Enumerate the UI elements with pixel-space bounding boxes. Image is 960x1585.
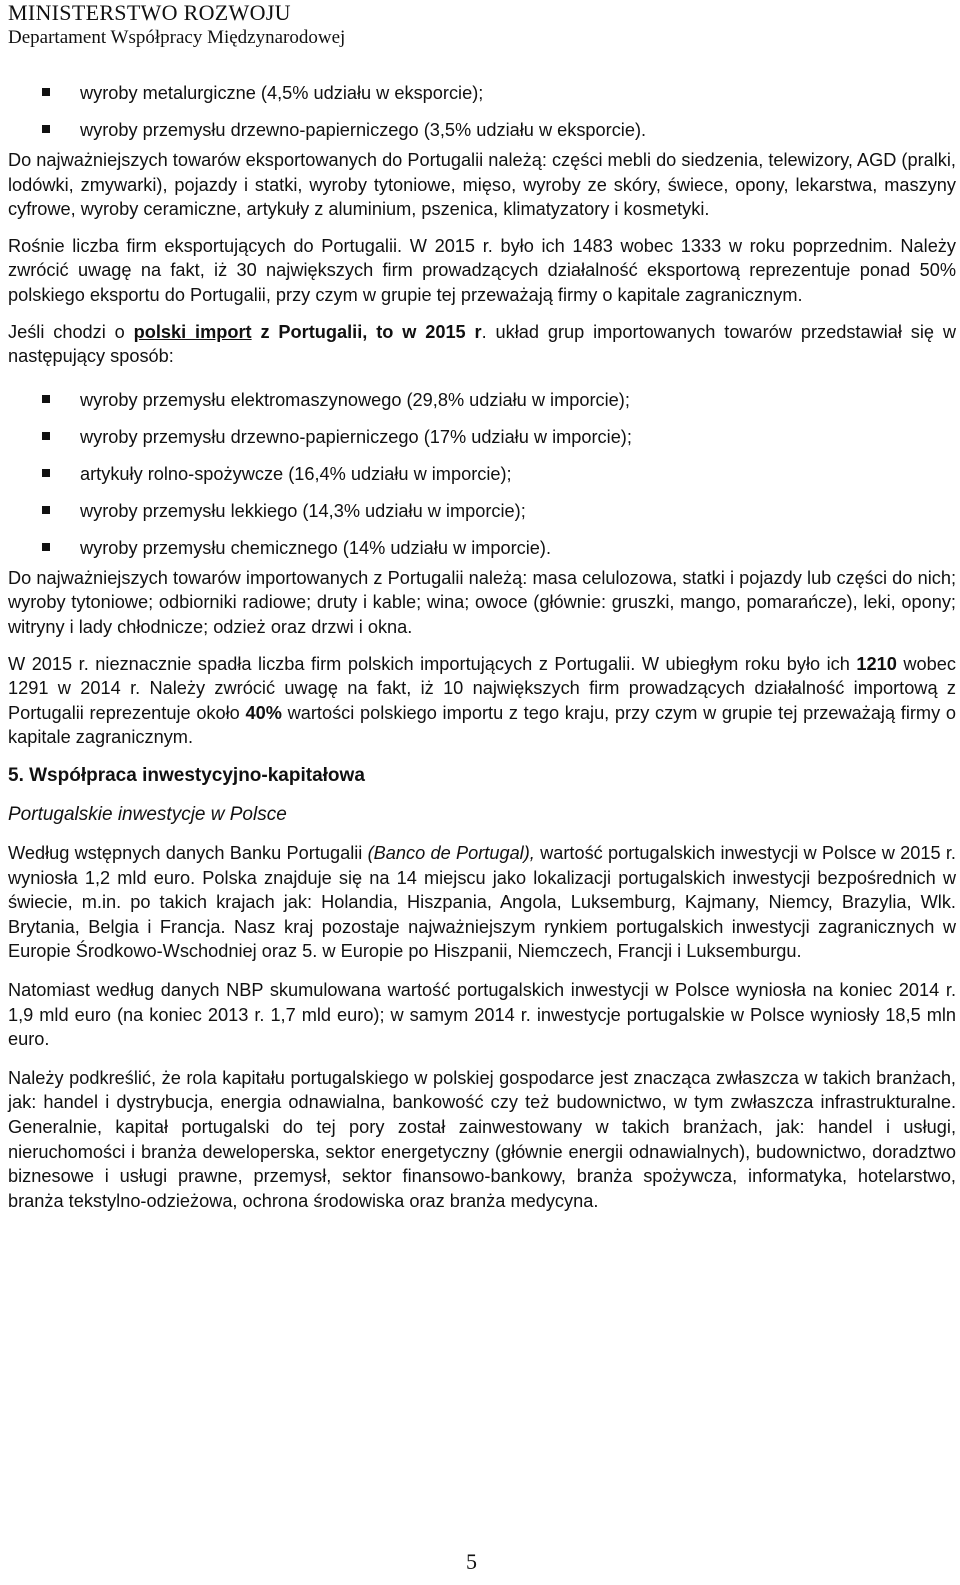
bullet-square-icon bbox=[42, 506, 50, 514]
list-item: wyroby przemysłu chemicznego (14% udziału w imporcie). bbox=[8, 535, 956, 561]
polski-import-emphasis: polski import bbox=[133, 321, 252, 342]
page-number: 5 bbox=[466, 1549, 477, 1574]
paragraph-exporters: Rośnie liczba firm eksportujących do Portugalii. W 2015 r. było ich 1483 wobec 1333 w roku poprzednim. Należy zwrócić uwagę na fakt, iż 30 największych firm prowadzących działalność eksportową reprezentuje ponad 50% polskiego eksportu do Portugalii, przy czym w grupie tej przeważają firmy o kapitale zagranicznym. bbox=[8, 235, 956, 305]
list-item: artykuły rolno-spożywcze (16,4% udziału w imporcie); bbox=[8, 461, 956, 487]
bullet-square-icon bbox=[42, 125, 50, 133]
ministry-name: MINISTERSTWO ROZWOJU bbox=[8, 0, 291, 25]
list-item: wyroby przemysłu elektromaszynowego (29,8% udziału w imporcie); bbox=[8, 387, 956, 413]
paragraph-investments-3: Należy podkreślić, że rola kapitału portugalskiego w polskiej gospodarce jest znacząca zwłaszcza w takich branżach, jak: handel i dystrybucja, energia odnawialna, bankowość czy też budownictwo, w tym zwłaszcza infrastrukturalne. Generalnie, kapitał portugalski do tej pory został zainwestowany w takich branżach, jak: handel i usługi, nieruchomości i branża deweloperska, sektor energetyczny (głównie energii odnawialnych), budownictwo, doradztwo biznesowe i usługi prawne, przemysł, sektor finansowo-bankowy, branża spożywcza, informatyka, hotelarstwo, branża tekstylno-odzieżowa, ochrona środowiska oraz branża medycyna. bbox=[8, 1067, 956, 1211]
page-header bbox=[8, 0, 345, 50]
section-title: 5. Współpraca inwestycyjno-kapitałowa bbox=[8, 764, 365, 786]
list-item: wyroby przemysłu lekkiego (14,3% udziału w imporcie); bbox=[8, 498, 956, 524]
paragraph-investments-1: Według wstępnych danych Banku Portugalii (Banco de Portugal), wartość portugalskich inwestycji w Polsce w 2015 r. wyniosła 1,2 mld euro. Polska znajduje się na 14 miejscu jako lokalizacji portugalskich inwestycji bezpośrednich w świecie, m.in. po takich krajach jak: Holandia, Hiszpania, Angola, Luksemburg, Kajmany, Niemcy, Brazylia, Wlk. Brytania, Belgia i Francja. Nasz kraj pozostaje najważniejszym rynkiem portugalskich inwestycji zagranicznych w Europie Środkowo-Wschodniej oraz 5. w Europie po Hiszpanii, Niemczech, Francji i Luksemburgu. bbox=[8, 843, 956, 962]
department-name: Departament Współpracy Międzynarodowej bbox=[8, 27, 346, 48]
import-bullet-list bbox=[8, 387, 956, 561]
paragraph-investments-2: Natomiast według danych NBP skumulowana wartość portugalskich inwestycji w Polsce wyniosła na koniec 2014 r. 1,9 mld euro (na koniec 2013 r. 1,7 mld euro); w samym 2014 r. inwestycje portugalskie w Polsce wyniosły 18,5 mln euro. bbox=[8, 980, 956, 1050]
list-item: wyroby przemysłu drzewno-papierniczego (3,5% udziału w eksporcie). bbox=[8, 117, 956, 143]
list-item: wyroby przemysłu drzewno-papierniczego (17% udziału w imporcie); bbox=[8, 424, 956, 450]
export-bullet-list bbox=[8, 80, 956, 143]
bullet-square-icon bbox=[42, 395, 50, 403]
bullet-square-icon bbox=[42, 469, 50, 477]
paragraph-import-intro: Jeśli chodzi o polski import z Portugalii, to w 2015 r. układ grup importowanych towarów przedstawiał się w następujący sposób: bbox=[8, 321, 957, 367]
bullet-square-icon bbox=[42, 88, 50, 96]
bullet-square-icon bbox=[42, 432, 50, 440]
paragraph-export-goods: Do najważniejszych towarów eksportowanych do Portugalii należą: części mebli do siedzenia, telewizory, AGD (pralki, lodówki, zmywarki), pojazdy i statki, wyroby tytoniowe, mięso, wyroby ze skóry, świece, opony, lekarstwa, maszyny cyfrowe, wyroby ceramiczne, artykuły z aluminium, pszenica, klimatyzatory i kosmetyki. bbox=[8, 150, 956, 220]
list-item: wyroby metalurgiczne (4,5% udziału w eksporcie); bbox=[8, 80, 956, 106]
subsection-title: Portugalskie inwestycje w Polsce bbox=[8, 803, 287, 825]
bullet-square-icon bbox=[42, 543, 50, 551]
paragraph-import-goods: Do najważniejszych towarów importowanych z Portugalii należą: masa celulozowa, statki i pojazdy lub części do nich; wyroby tytoniowe; odbiorniki radiowe; druty i kable; wina; owoce (głównie: gruszki, mango, pomarańcze), leki, opony; witryny i lady chłodnicze; odzież oraz drzwi i okna. bbox=[8, 567, 956, 637]
document-body bbox=[8, 80, 956, 1213]
paragraph-importers: W 2015 r. nieznacznie spadła liczba firm polskich importujących z Portugalii. W ubiegłym roku było ich 1210 wobec 1291 w 2014 r. Należy zwrócić uwagę na fakt, iż 10 największych firm prowadzących działalność importową z Portugalii reprezentuje około 40% wartości polskiego importu z tego kraju, przy czym w grupie tej przeważają firmy o kapitale zagranicznym. bbox=[8, 653, 956, 748]
